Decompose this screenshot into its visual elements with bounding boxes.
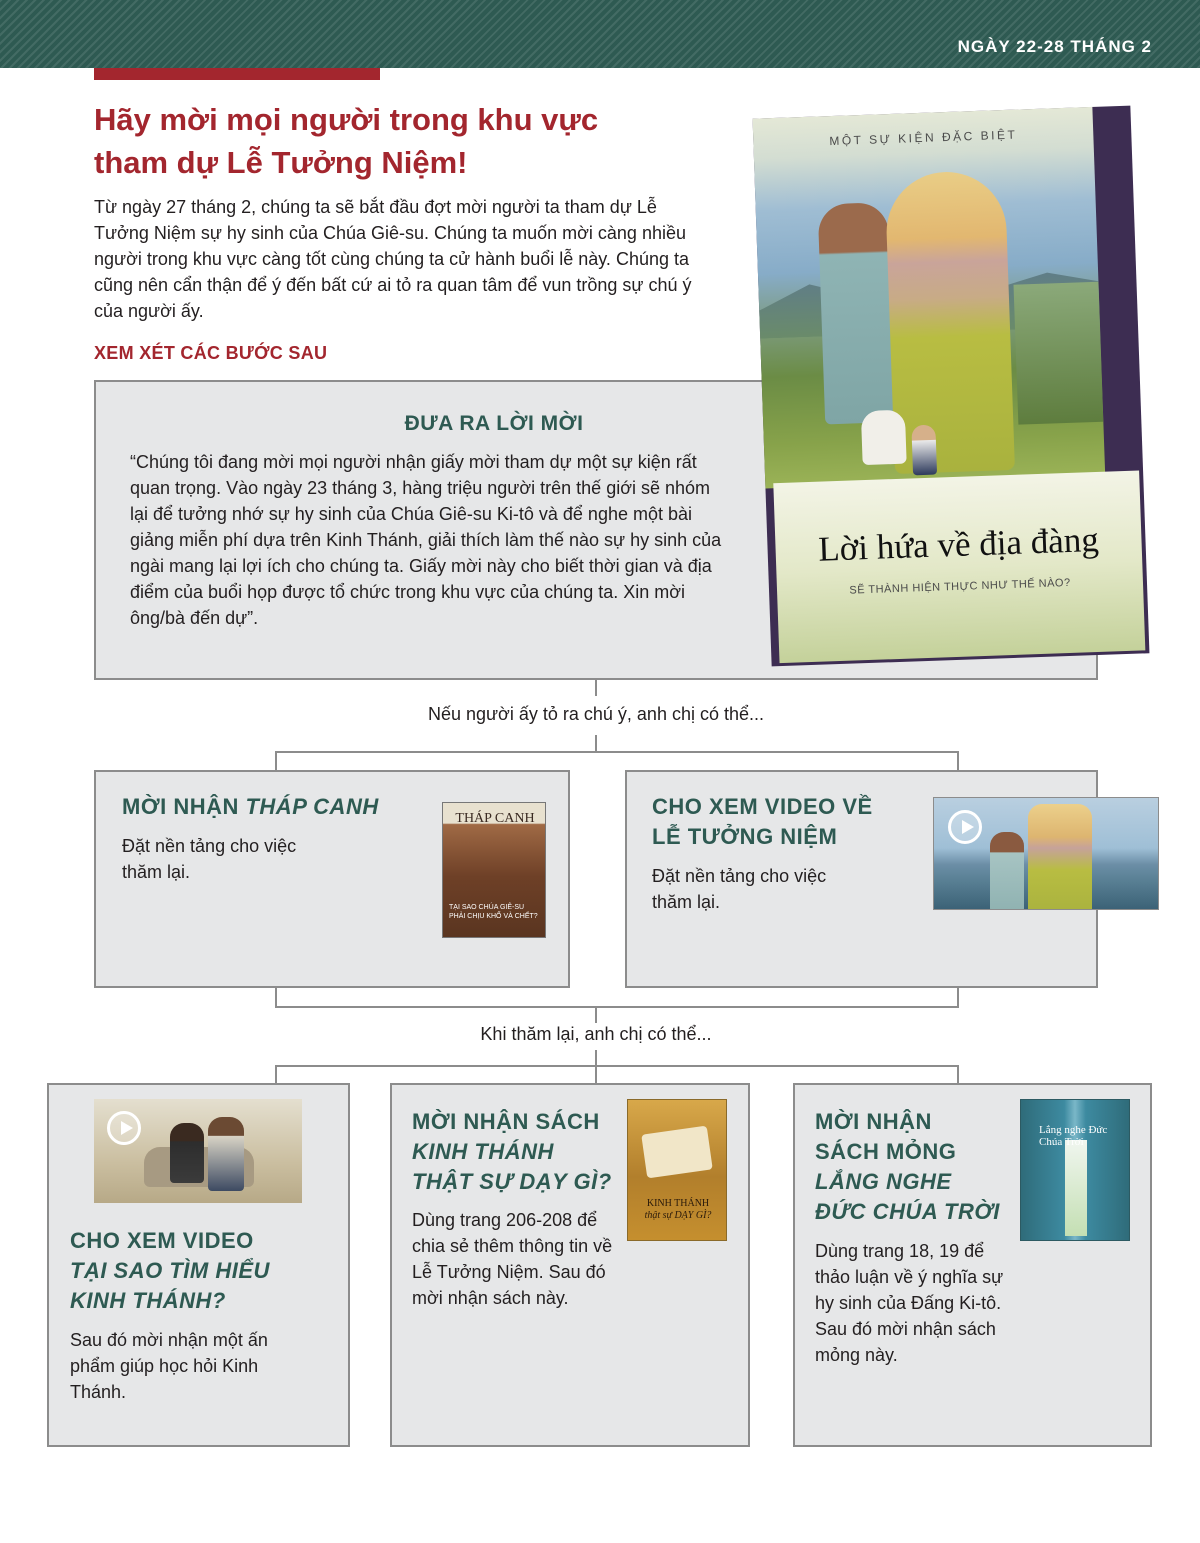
card-title-line: LỄ TƯỞNG NIỆM — [652, 824, 838, 849]
week-label: NGÀY 22-28 THÁNG 2 — [957, 37, 1152, 56]
card-memorial-video-title — [652, 792, 912, 852]
connector-line — [275, 1006, 959, 1008]
brochure-light-path — [1065, 1140, 1087, 1236]
invitation-poster — [753, 106, 1150, 667]
card-title-line: LẮNG NGHE — [815, 1169, 952, 1194]
listen-to-god-brochure-image — [1020, 1099, 1130, 1241]
connector-line — [595, 735, 597, 752]
connector-line — [957, 1065, 959, 1083]
book-title — [632, 1198, 724, 1222]
accent-bar — [94, 68, 380, 80]
connector-line — [957, 988, 959, 1008]
poster-subtitle: MỘT SỰ KIỆN ĐẶC BIỆT — [829, 127, 1018, 149]
video-woman — [170, 1123, 204, 1183]
card-why-study-title — [70, 1226, 330, 1316]
card-bible-teach-text: Dùng trang 206-208 để chia sẻ thêm thông tin về Lễ Tưởng Niệm. Sau đó mời nhận sách này. — [412, 1210, 613, 1308]
page-title — [94, 98, 714, 184]
top-banner — [0, 0, 1200, 68]
card-why-study-text: Sau đó mời nhận một ấn phẩm giúp học hỏi Kinh Thánh. — [70, 1330, 268, 1402]
watchtower-magazine-image — [442, 802, 546, 938]
magazine-name: THÁP CANH — [455, 811, 535, 826]
card-title-line: SÁCH MỎNG — [815, 1139, 957, 1164]
card-title-line: MỜI NHẬN SÁCH — [412, 1109, 600, 1134]
card-title-line: KINH THÁNH? — [70, 1288, 226, 1313]
poster-title-panel — [773, 470, 1145, 663]
card-title-line: THẬT SỰ DẠY GÌ? — [412, 1169, 612, 1194]
card-listen-to-god-title — [815, 1107, 1015, 1227]
card-title-line: MỜI NHẬN — [815, 1109, 932, 1134]
poster-title: Lời hứa về địa đàng — [817, 519, 1100, 569]
connector-line — [275, 1065, 277, 1083]
memorial-video-thumbnail[interactable] — [933, 797, 1159, 910]
book-title-line: KINH THÁNH — [646, 1198, 710, 1209]
connector-line — [275, 751, 959, 753]
card-title-line: CHO XEM VIDEO VỀ — [652, 794, 873, 819]
title-line-2: tham dự Lễ Tưởng Niệm! — [94, 145, 468, 180]
connector-line — [275, 1065, 959, 1067]
section-label: XEM XÉT CÁC BƯỚC SAU — [94, 343, 328, 363]
card-watchtower-title — [122, 792, 422, 822]
bible-teach-book-image — [627, 1099, 727, 1241]
card-listen-to-god-text: Dùng trang 18, 19 để thảo luận về ý nghĩa sự hy sinh của Đấng Ki-tô. Sau đó mời nhận sách mỏng này. — [815, 1241, 1004, 1365]
card-title-line: KINH THÁNH — [412, 1139, 554, 1164]
poster-photo — [753, 107, 1106, 489]
video-woman — [1028, 804, 1092, 910]
card-memorial-video-text: Đặt nền tảng cho việc thăm lại. — [652, 866, 827, 912]
brochure-title: Lắng nghe Đức Chúa Trời — [1039, 1124, 1108, 1148]
video-man — [208, 1117, 244, 1191]
book-title-line: thật sự DẠY GÌ? — [644, 1210, 712, 1221]
poster-garden — [1014, 282, 1104, 425]
poster-child — [911, 425, 937, 476]
why-study-video-thumbnail[interactable] — [94, 1099, 302, 1203]
invitation-heading: ĐƯA RA LỜI MỜI — [404, 412, 584, 435]
connector-line — [957, 751, 959, 771]
card-title-line: TẠI SAO TÌM HIỂU — [70, 1258, 270, 1283]
poster-caption: SẼ THÀNH HIỆN THỰC NHƯ THẾ NÀO? — [849, 576, 1071, 597]
card-title-text: MỜI NHẬN — [122, 794, 246, 819]
open-bible-graphic — [641, 1126, 712, 1179]
card-title-line: CHO XEM VIDEO — [70, 1228, 254, 1253]
title-line-1: Hãy mời mọi người trong khu vực — [94, 102, 599, 137]
connector-line — [595, 680, 597, 696]
connector-label-1: Nếu người ấy tỏ ra chú ý, anh chị có thể... — [427, 704, 765, 724]
card-title-line: ĐỨC CHÚA TRỜI — [815, 1199, 1000, 1224]
poster-man — [818, 202, 896, 424]
connector-line — [275, 751, 277, 771]
play-icon[interactable] — [948, 810, 982, 844]
card-bible-teach-title — [412, 1107, 632, 1197]
connector-line — [275, 988, 277, 1008]
intro-paragraph: Từ ngày 27 tháng 2, chúng ta sẽ bắt đầu đợt mời người ta tham dự Lễ Tưởng Niệm sự hy sinh của Chúa Giê-su. Chúng ta muốn mời càng nhiều người trong khu vực càng tốt cùng chúng ta cử hành buổi lễ này. Chúng ta cũng nên cẩn thận để ý đến bất cứ ai tỏ ra quan tâm để vun trồng sự chú ý của người ấy. — [94, 197, 692, 321]
video-man — [990, 832, 1024, 910]
poster-horse — [861, 410, 907, 466]
connector-label-2: Khi thăm lại, anh chị có thể... — [480, 1024, 712, 1044]
magazine-cover-text: TẠI SAO CHÚA GIÊ-SU PHẢI CHỊU KHỔ VÀ CHẾT? — [449, 904, 538, 920]
invitation-quote: “Chúng tôi đang mời mọi người nhận giấy mời tham dự một sự kiện rất quan trọng. Vào ngày 23 tháng 3, hàng triệu người trên thế giới sẽ nhóm lại để tưởng nhớ sự hy sinh của Chúa Giê-su Ki-tô và để nghe một bài giảng miễn phí dựa trên Kinh Thánh, giải thích làm thế nào sự hy sinh của ngài mang lại lợi ích cho chúng ta. Giấy mời này cho biết thời gian và địa điểm của buổi họp được tổ chức trong khu vực của chúng ta. Xin mời ông/bà đến dự”. — [130, 452, 722, 628]
connector-line — [595, 1006, 597, 1023]
card-title-italic: THÁP CANH — [245, 794, 379, 819]
play-icon[interactable] — [107, 1111, 141, 1145]
card-watchtower-text: Đặt nền tảng cho việc thăm lại. — [122, 836, 297, 882]
